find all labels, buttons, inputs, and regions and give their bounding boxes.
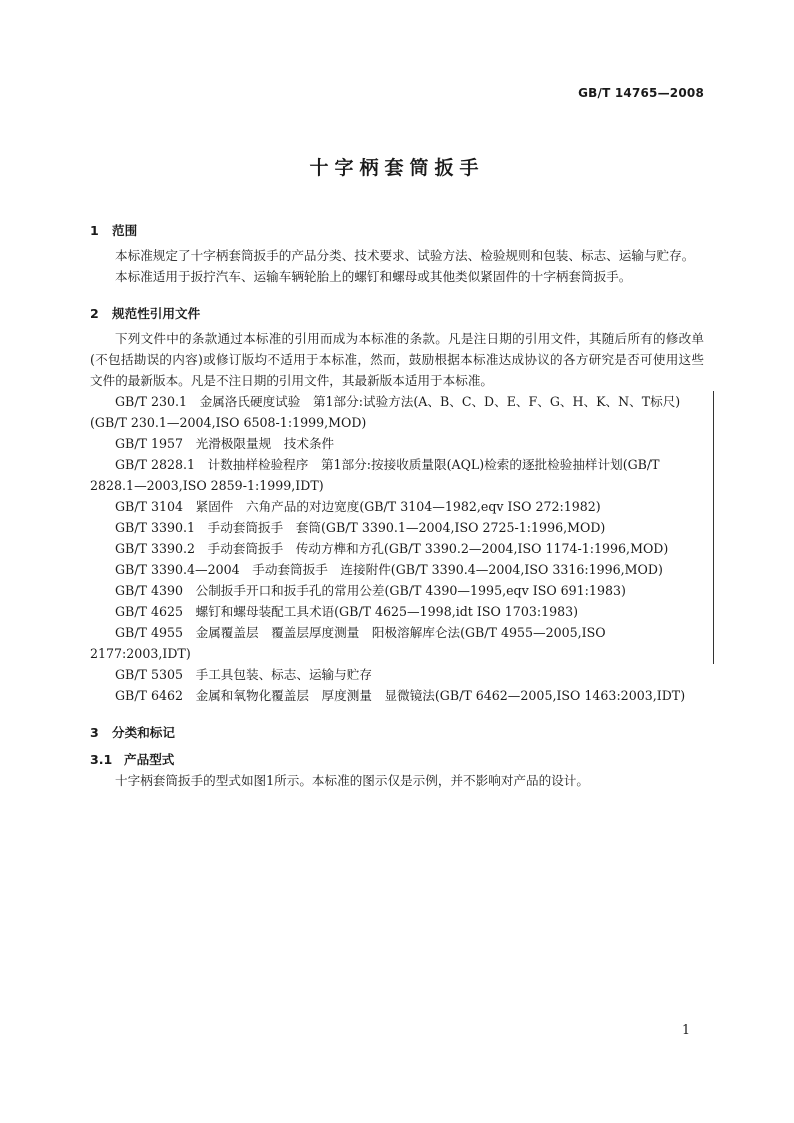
paragraph: 本标准规定了十字柄套筒扳手的产品分类、技术要求、试验方法、检验规则和包装、标志、运输与贮存。	[115, 248, 695, 263]
subsection-title: 产品型式	[124, 752, 175, 767]
reference-item: GB/T 3390.2 手动套筒扳手 传动方榫和方孔(GB/T 3390.2—2004,ISO 1174-1:1996,MOD)	[115, 541, 669, 556]
reference-item: GB/T 6462 金属和氧物化覆盖层 厚度测量 显微镜法(GB/T 6462—2005,ISO 1463:2003,IDT)	[115, 688, 686, 703]
reference-item: GB/T 3390.4—2004 手动套筒扳手 连接附件(GB/T 3390.4—2004,ISO 3316:1996,MOD)	[115, 562, 663, 577]
reference-item: GB/T 3390.1 手动套筒扳手 套筒(GB/T 3390.1—2004,ISO 2725-1:1996,MOD)	[115, 520, 606, 535]
reference-item: GB/T 4625 螺钉和螺母装配工具术语(GB/T 4625—1998,idt ISO 1703:1983)	[115, 604, 579, 619]
subsection-number: 3.1	[90, 752, 113, 767]
document-title: 十字柄套筒扳手	[309, 157, 485, 179]
section-3-heading	[90, 722, 704, 743]
paragraph: 十字柄套筒扳手的型式如图1所示。本标准的图示仅是示例，并不影响对产品的设计。	[115, 773, 589, 788]
section-number: 2	[90, 306, 99, 321]
section-number: 3	[90, 725, 99, 740]
paragraph: 下列文件中的条款通过本标准的引用而成为本标准的条款。凡是注日期的引用文件，其随后所有的修改单(不包括勘误的内容)或修订版均不适用于本标准，然而，鼓励根据本标准达成协议的各方研究是否可使用这些文件的最新版本。凡是不注日期的引用文件，其最新版本适用于本标准。	[90, 331, 704, 388]
standard-code: GB/T 14765—2008	[578, 86, 704, 100]
reference-item: GB/T 5305 手工具包装、标志、运输与贮存	[115, 667, 372, 682]
reference-item: GB/T 4955 金属覆盖层 覆盖层厚度测量 阳极溶解库仑法(GB/T 4955—2005,ISO 2177:2003,IDT)	[90, 625, 606, 661]
reference-item: GB/T 230.1 金属洛氏硬度试验 第1部分:试验方法(A、B、C、D、E、F、G、H、K、N、T标尺)(GB/T 230.1—2004,ISO 6508-1:1999,MOD)	[90, 394, 681, 430]
reference-item: GB/T 1957 光滑极限量规 技术条件	[115, 436, 335, 451]
paragraph: 本标准适用于扳拧汽车、运输车辆轮胎上的螺钉和螺母或其他类似紧固件的十字柄套筒扳手。	[115, 269, 632, 284]
document-body	[90, 214, 704, 791]
reference-item: GB/T 3104 紧固件 六角产品的对边宽度(GB/T 3104—1982,eqv ISO 272:1982)	[115, 499, 601, 514]
section-title: 规范性引用文件	[112, 306, 201, 321]
reference-item: GB/T 4390 公制扳手开口和扳手孔的常用公差(GB/T 4390—1995,eqv ISO 691:1983)	[115, 583, 626, 598]
section-title: 范围	[112, 223, 138, 238]
reference-list	[90, 391, 714, 664]
section-2-heading	[90, 303, 704, 324]
subsection-3-1-heading	[90, 749, 704, 770]
section-number: 1	[90, 223, 99, 238]
section-title: 分类和标记	[112, 725, 175, 740]
reference-item: GB/T 2828.1 计数抽样检验程序 第1部分:按接收质量限(AQL)检索的逐批检验抽样计划(GB/T 2828.1—2003,ISO 2859-1:1999,IDT)	[90, 457, 660, 493]
section-1-heading	[90, 220, 704, 241]
page-number: 1	[681, 1022, 690, 1037]
